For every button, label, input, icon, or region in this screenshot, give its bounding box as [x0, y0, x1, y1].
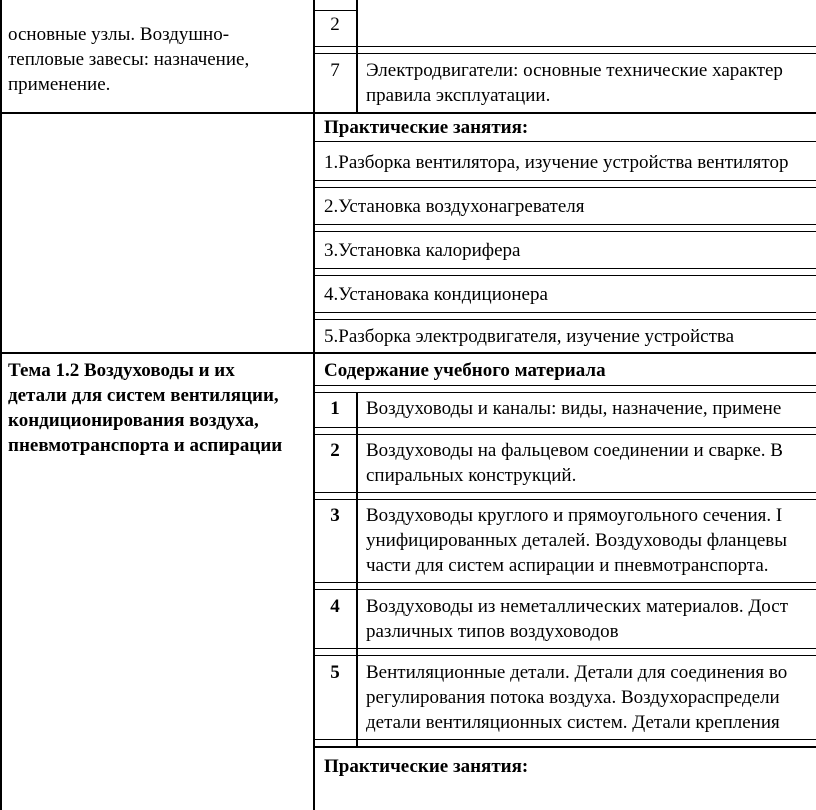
row-text: правила эксплуатации. — [366, 85, 551, 106]
table-border-left — [0, 0, 2, 810]
row-border-topic12-top — [0, 352, 816, 354]
thin-separator — [313, 319, 816, 320]
thin-separator — [313, 427, 816, 428]
number-column-divider-topic12 — [356, 392, 358, 746]
thin-separator — [313, 655, 816, 656]
practice-item: 1.Разборка вентилятора, изучение устройства вентилятор — [324, 152, 789, 173]
thin-separator — [313, 187, 816, 188]
thin-separator — [313, 224, 816, 225]
thin-separator — [313, 312, 816, 313]
row-text: Воздуховоды круглого и прямоугольного сечения. I — [366, 505, 783, 526]
row-number: 5 — [330, 662, 340, 683]
practice-item: 2.Установка воздухонагревателя — [324, 196, 585, 217]
row-text: Воздуховоды на фальцевом соединении и сварке. В — [366, 440, 783, 461]
thin-separator — [313, 739, 816, 740]
thin-separator — [313, 10, 357, 11]
previous-topic-text: основные узлы. Воздушно-тепловые завесы: назначение, применение. — [8, 24, 250, 95]
practice-item: 3.Установка калорифера — [324, 240, 521, 261]
row-border-top-block-bottom — [0, 112, 816, 114]
row-number: 3 — [330, 505, 340, 526]
thin-separator — [313, 275, 816, 276]
row-text: различных типов воздуховодов — [366, 621, 619, 642]
row-number: 1 — [330, 398, 340, 419]
thin-separator — [313, 385, 816, 386]
practice-item: 5.Разборка электродвигателя, изучение устройства — [324, 326, 735, 347]
row-text: Воздуховоды и каналы: виды, назначение, примене — [366, 398, 782, 419]
thin-separator — [313, 46, 816, 47]
row-number: 2 — [330, 14, 340, 35]
thin-separator — [313, 589, 816, 590]
row-text: регулирования потока воздуха. Воздухораспредели — [366, 687, 780, 708]
row-text: детали вентиляционных систем. Детали крепления — [366, 712, 780, 733]
row-border-practice2-top — [313, 746, 816, 748]
thin-separator — [313, 582, 816, 583]
thin-separator — [313, 648, 816, 649]
thin-separator — [313, 268, 816, 269]
row-number: 2 — [330, 440, 340, 461]
practice-header: Практические занятия: — [324, 756, 529, 777]
row-text: Вентиляционные детали. Детали для соединения во — [366, 662, 788, 683]
practice-item: 4.Установака кондиционера — [324, 284, 548, 305]
practice-header: Практические занятия: — [324, 117, 529, 138]
thin-separator — [313, 492, 816, 493]
row-number: 7 — [330, 60, 340, 81]
thin-separator — [313, 180, 816, 181]
thin-separator — [313, 392, 816, 393]
thin-separator — [313, 141, 816, 142]
content-header: Содержание учебного материала — [324, 360, 606, 381]
topic-title-line: детали для систем вентиляции, — [8, 385, 279, 406]
topic-title-line: пневмотранспорта и аспирации — [8, 435, 283, 456]
row-text: спиральных конструкций. — [366, 465, 577, 486]
row-text: части для систем аспирации и пневмотранспорта. — [366, 555, 769, 576]
thin-separator — [313, 499, 816, 500]
thin-separator — [313, 53, 816, 54]
topic-title-line: кондиционирования воздуха, — [8, 410, 259, 431]
thin-separator — [313, 231, 816, 232]
thin-separator — [313, 434, 816, 435]
row-text: Воздуховоды из неметаллических материалов. Дост — [366, 596, 789, 617]
row-text: унифицированных деталей. Воздуховоды фланцевы — [366, 530, 787, 551]
number-column-divider-top — [356, 0, 358, 112]
topic-title-line: Тема 1.2 Воздуховоды и их — [8, 360, 235, 381]
row-number: 4 — [330, 596, 340, 617]
row-text: Электродвигатели: основные технические характер — [366, 60, 783, 81]
